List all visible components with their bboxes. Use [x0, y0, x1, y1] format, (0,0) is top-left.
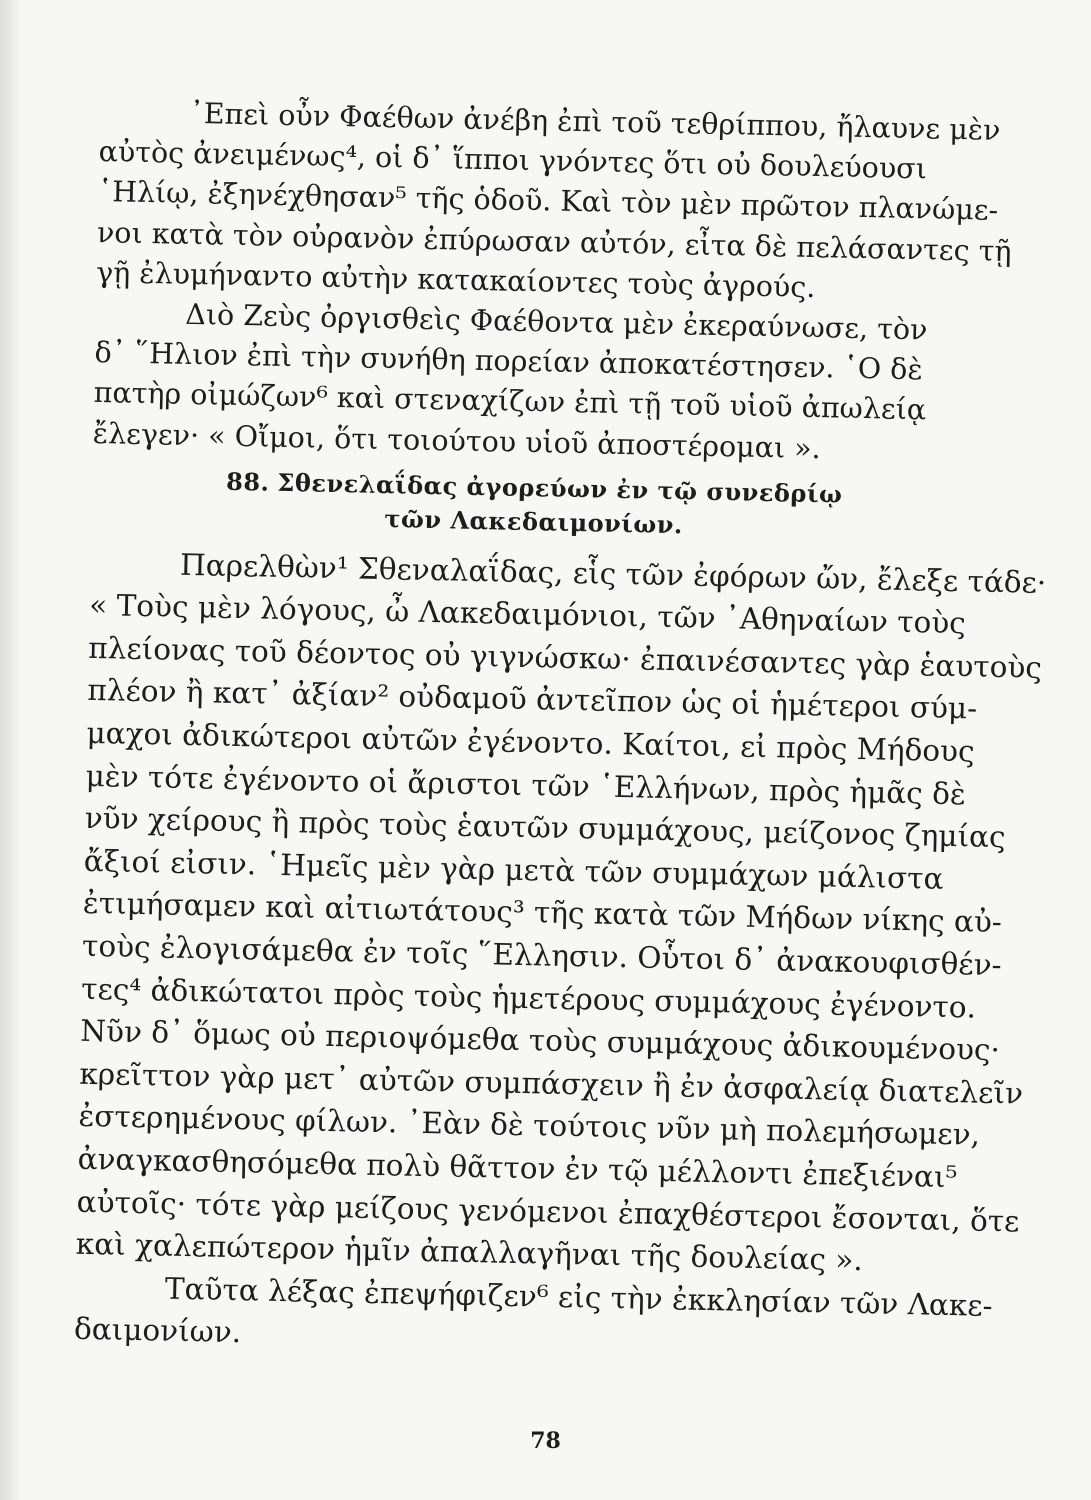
paragraph-phaethon-ride	[95, 92, 1012, 311]
section-heading	[91, 462, 977, 549]
text-line: Ταῦτα λέξας ἐπεψήφιζεν⁶ εἰς τὴν ἐκκλησίαν τῶν Λακε-	[164, 1271, 993, 1323]
text-line: μὲν τότε ἐγένοντο οἱ ἄριστοι τῶν ῾Ελλήνων, πρὸς ἡμᾶς δὲ	[85, 758, 967, 811]
text-line: γῇ ἐλυμήναντο αὐτὴν κατακαίοντες τοὺς ἀγρούς.	[95, 255, 816, 304]
section-number: 88.	[225, 466, 270, 497]
paragraph-zeus-wrath	[92, 293, 980, 472]
text-line: πλέον ἢ κατ᾿ ἀξίαν² οὐδαμοῦ ἀντεῖπον ὡς οἱ ἡμέτεροι σύμ-	[87, 673, 978, 726]
text-line: τοὺς ἐλογισάμεθα ἐν τοῖς ῞Ελλησιν. Οὗτοι δ᾿ ἀνακουφισθέν-	[81, 928, 1002, 983]
text-block	[73, 92, 1047, 1369]
text-line: ἐτιμήσαμεν καὶ αἰτιωτάτους³ τῆς κατὰ τῶν Μήδων νίκης αὐ-	[82, 886, 1003, 940]
paragraph-sthenelaidas-speech	[75, 542, 1047, 1284]
text-line: ῾Ηλίῳ, ἐξηνέχθησαν⁵ τῆς ὁδοῦ. Καὶ τὸν μὲν πρῶτον πλανώμε-	[97, 175, 999, 228]
text-line: πατὴρ οἰμώζων⁶ καὶ στεναχίζων ἐπὶ τῇ τοῦ υἱοῦ ἀπωλείᾳ	[93, 376, 927, 427]
text-line: δαιμονίων.	[73, 1312, 242, 1350]
text-line: καὶ χαλεπώτερον ἡμῖν ἀπαλλαγῆναι τῆς δουλείας ».	[75, 1226, 864, 1278]
text-line: ἐστερημένους φίλων. ᾿Εὰν δὲ τούτοις νῦν μὴ πολεμήσωμεν,	[78, 1099, 981, 1153]
text-line: κρεῖττον γὰρ μετ᾿ αὐτῶν συμπάσχειν ἢ ἐν ἀσφαλείᾳ διατελεῖν	[79, 1056, 1024, 1111]
page-number: 78	[530, 1428, 561, 1454]
text-line: ᾿Επεὶ οὖν Φαέθων ἀνέβη ἐπὶ τοῦ τεθρίππου, ἤλαυνε μὲν	[189, 96, 1001, 147]
text-line: Νῦν δ᾿ ὅμως οὐ περιοψόμεθα τοὺς συμμάχους ἀδικουμένους·	[79, 1014, 1001, 1068]
text-line: πλείονας τοῦ δέοντος οὐ γιγνώσκω· ἐπαινέσαντες γὰρ ἑαυτοὺς	[88, 630, 1043, 685]
text-line: μαχοι ἀδικώτεροι αὐτῶν ἐγένοντο. Καίτοι, εἰ πρὸς Μήδους	[86, 715, 975, 769]
spine-shadow	[0, 0, 22, 1500]
text-line: νῦν χείρους ἢ πρὸς τοὺς ἑαυτῶν συμμάχους, μείζονος ζημίας	[84, 801, 1006, 855]
text-line: Διὸ Ζεὺς ὀργισθεὶς Φαέθοντα μὲν ἐκεραύνωσε, τὸν	[185, 297, 928, 347]
text-line: ἀναγκασθησόμεθα πολὺ θᾶττον ἐν τῷ μέλλοντι ἐπεξιέναι⁵	[77, 1141, 958, 1195]
text-line: δ᾿ ῞Ηλιον ἐπὶ τὴν συνήθη πορείαν ἀποκατέστησεν. ῾Ο δὲ	[94, 336, 924, 387]
text-line: νοι κατὰ τὸν οὐρανὸν ἐπύρωσαν αὐτόν, εἶτα δὲ πελάσαντες τῇ	[96, 215, 1012, 268]
text-line: Παρελθὼν¹ Σθεναλαΐδας, εἷς τῶν ἐφόρων ὤν, ἔλεξε τάδε·	[179, 547, 1047, 600]
text-line: ἔλεγεν· « Οἴμοι, ὅτι τοιούτου υἱοῦ ἀποστέρομαι ».	[92, 416, 822, 465]
paragraph-vote	[73, 1266, 993, 1370]
text-line: « Τοὺς μὲν λόγους, ὦ Λακεδαιμόνιοι, τῶν ᾿Αθηναίων τοὺς	[88, 588, 967, 641]
section-title-line1: Σθενελαΐδας ἀγορεύων ἐν τῷ συνεδρίῳ	[277, 467, 843, 509]
text-line: αὐτὸς ἀνειμένως⁴, οἱ δ᾿ ἵπποι γνόντες ὅτι οὐ δουλεύουσι	[98, 135, 928, 186]
text-line: τες⁴ ἀδικώτατοι πρὸς τοὺς ἡμετέρους συμμάχους ἐγένοντο.	[80, 971, 977, 1025]
section-title-line2: τῶν Λακεδαιμονίων.	[384, 503, 684, 539]
text-line: ἄξιοί εἰσιν. ῾Ημεῖς μὲν γὰρ μετὰ τῶν συμμάχων μάλιστα	[83, 843, 944, 896]
text-line: αὐτοῖς· τότε γὰρ μείζους γενόμενοι ἐπαχθέστεροι ἔσονται, ὅτε	[76, 1184, 1020, 1239]
